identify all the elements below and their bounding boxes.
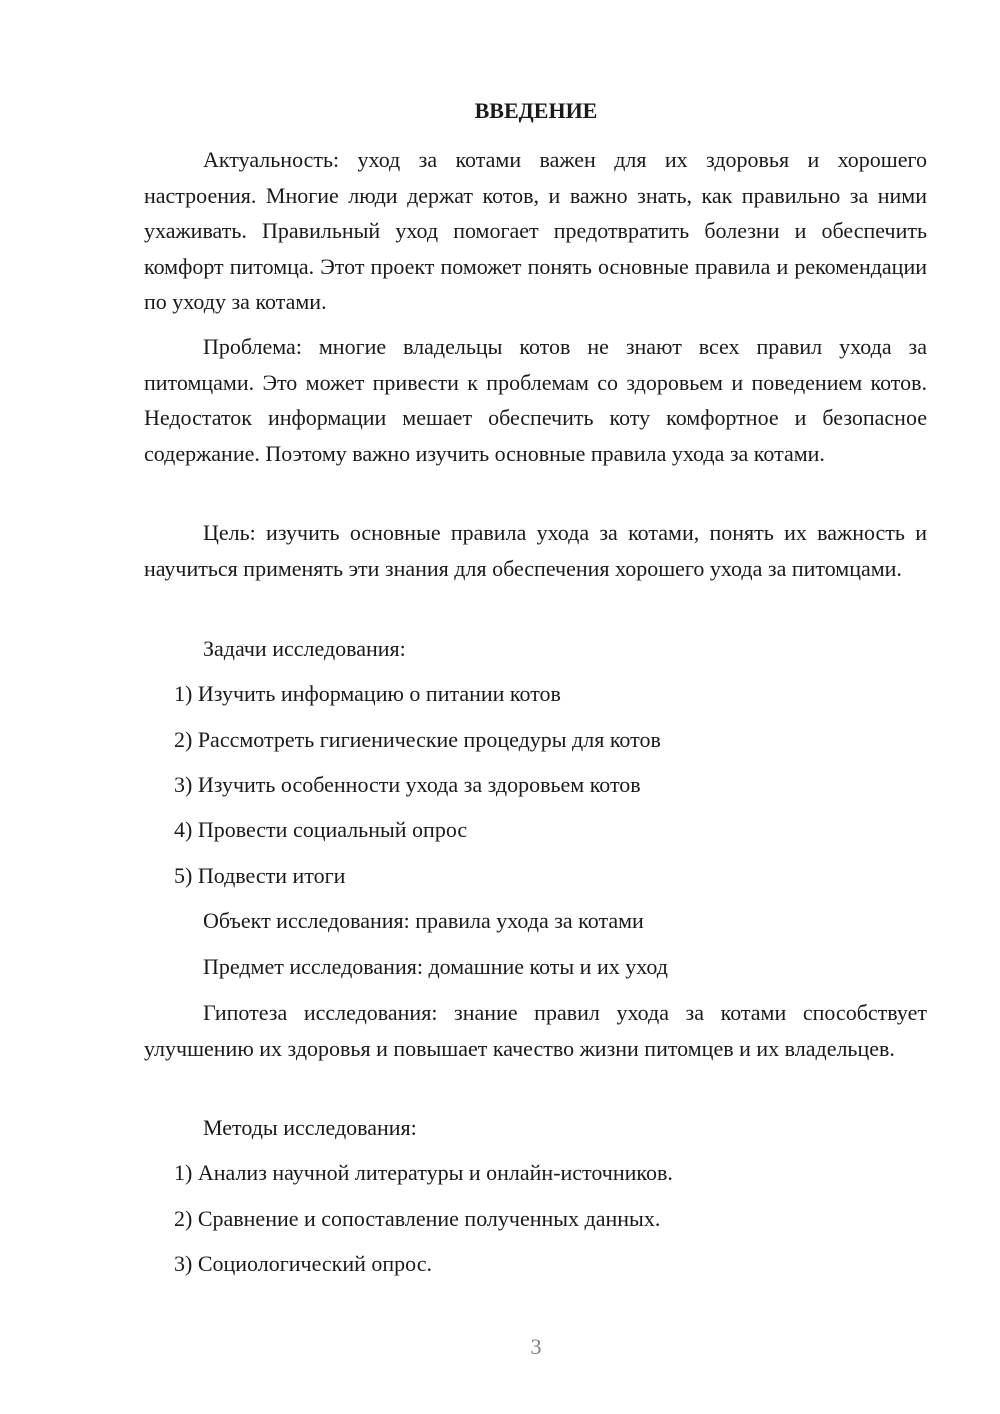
method-item: 1) Анализ научной литературы и онлайн-источников. (174, 1160, 673, 1185)
task-item: 3) Изучить особенности ухода за здоровьем котов (174, 772, 641, 797)
hypothesis-paragraph: Гипотеза исследования: знание правил ухода за котами способствует улучшению их здоровья и повышает качество жизни питомцев и их владельцев. (144, 1000, 927, 1061)
task-item: 1) Изучить информацию о питании котов (174, 681, 561, 706)
method-item: 2) Сравнение и сопоставление полученных данных. (174, 1206, 661, 1231)
methods-heading: Методы исследования: (203, 1115, 417, 1140)
relevance-paragraph: Актуальность: уход за котами важен для их здоровья и хорошего настроения. Многие люди держат котов, и важно знать, как правильно за ними ухаживать. Правильный уход помогает предотвратить болезни и обеспечить комфорт питомца. Этот проект поможет понять основные правила и рекомендации по уходу за котами. (144, 147, 927, 314)
page-number: 3 (530, 1334, 542, 1359)
tasks-heading: Задачи исследования: (203, 636, 406, 661)
problem-paragraph: Проблема: многие владельцы котов не знают всех правил ухода за питомцами. Это может привести к проблемам со здоровьем и поведением котов. Недостаток информации мешает обеспечить коту комфортное и безопасное содержание. Поэтому важно изучить основные правила ухода за котами. (144, 334, 927, 466)
research-object: Объект исследования: правила ухода за котами (203, 908, 644, 933)
task-item: 5) Подвести итоги (174, 863, 346, 888)
goal-paragraph: Цель: изучить основные правила ухода за котами, понять их важность и научиться применять эти знания для обеспечения хорошего ухода за питомцами. (144, 520, 927, 581)
section-title: ВВЕДЕНИЕ (474, 98, 598, 123)
task-item: 4) Провести социальный опрос (174, 817, 468, 842)
task-item: 2) Рассмотреть гигиенические процедуры для котов (174, 727, 661, 752)
method-item: 3) Социологический опрос. (174, 1251, 432, 1276)
research-subject: Предмет исследования: домашние коты и их уход (203, 954, 668, 979)
